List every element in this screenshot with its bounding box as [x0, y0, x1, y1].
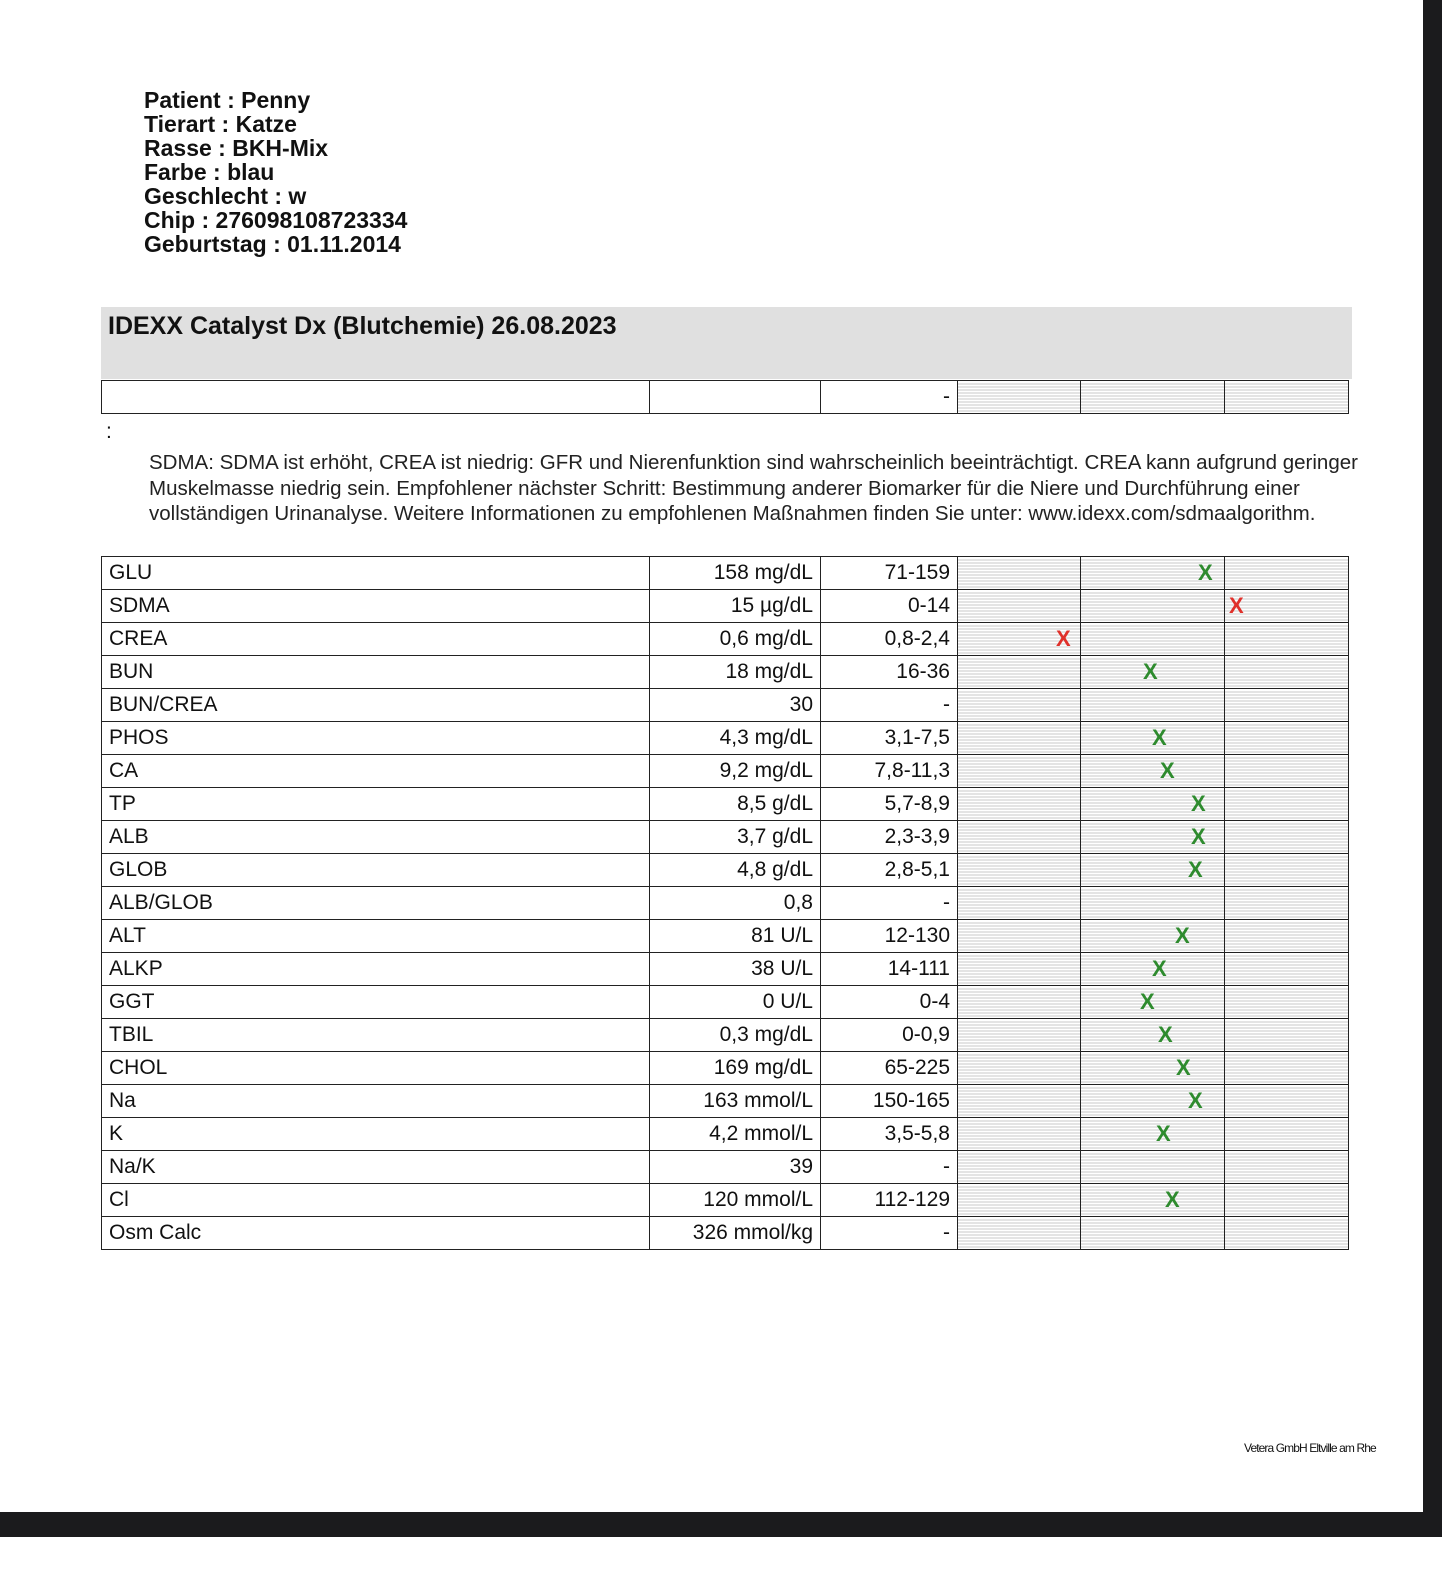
- header-row: [102, 381, 1349, 414]
- result-marker-x: X: [1191, 791, 1206, 816]
- range-low-cell: [958, 1151, 1081, 1184]
- result-name: Cl: [102, 1184, 650, 1217]
- result-reference-range: 5,7-8,9: [821, 788, 958, 821]
- result-row: [102, 788, 1349, 821]
- range-normal-cell: [1081, 1019, 1225, 1052]
- result-marker-x: X: [1175, 923, 1190, 948]
- range-high-cell: [1225, 1052, 1349, 1085]
- result-reference-range: 0-14: [821, 590, 958, 623]
- result-value: 158 mg/dL: [650, 557, 821, 590]
- range-high-cell: [1225, 887, 1349, 920]
- footer-brand: Vetera GmbH Eltville am Rhe: [1244, 1441, 1376, 1455]
- range-normal-cell: [1081, 656, 1225, 689]
- result-row: [102, 623, 1349, 656]
- range-low-cell: [958, 755, 1081, 788]
- range-high-cell: [1225, 623, 1349, 656]
- report-title-band: [101, 307, 1352, 379]
- result-value: 169 mg/dL: [650, 1052, 821, 1085]
- range-low-cell: [958, 920, 1081, 953]
- result-row: [102, 590, 1349, 623]
- results-table: [101, 556, 1349, 1250]
- result-name: TBIL: [102, 1019, 650, 1052]
- result-value: 4,3 mg/dL: [650, 722, 821, 755]
- result-name: PHOS: [102, 722, 650, 755]
- result-value: 4,2 mmol/L: [650, 1118, 821, 1151]
- result-marker-x: X: [1158, 1022, 1173, 1047]
- range-high-cell: [1225, 788, 1349, 821]
- result-reference-range: 16-36: [821, 656, 958, 689]
- range-normal-cell: [1081, 689, 1225, 722]
- patient-line: Chip : 276098108723334: [144, 207, 408, 233]
- result-marker-x: X: [1176, 1055, 1191, 1080]
- result-reference-range: 7,8-11,3: [821, 755, 958, 788]
- range-low-cell: [958, 788, 1081, 821]
- result-marker-x: X: [1188, 857, 1203, 882]
- result-name: ALB/GLOB: [102, 887, 650, 920]
- range-high-cell: [1225, 656, 1349, 689]
- range-low-cell: [958, 623, 1081, 656]
- range-normal-cell: [1081, 821, 1225, 854]
- range-low-cell: [958, 1184, 1081, 1217]
- patient-line: Tierart : Katze: [144, 111, 297, 137]
- result-name: ALT: [102, 920, 650, 953]
- result-name: SDMA: [102, 590, 650, 623]
- result-marker-x: X: [1165, 1187, 1180, 1212]
- range-high-cell: [1225, 821, 1349, 854]
- range-high-cell: [1225, 1085, 1349, 1118]
- result-value: 38 U/L: [650, 953, 821, 986]
- range-normal-cell: [1081, 920, 1225, 953]
- result-value: 81 U/L: [650, 920, 821, 953]
- patient-line: Farbe : blau: [144, 159, 275, 185]
- result-reference-range: -: [821, 1151, 958, 1184]
- range-normal-cell: [1081, 557, 1225, 590]
- result-value: 0,8: [650, 887, 821, 920]
- range-high-cell: [1225, 381, 1349, 414]
- range-low-cell: [958, 821, 1081, 854]
- result-marker-x: X: [1156, 1121, 1171, 1146]
- range-normal-cell: [1081, 887, 1225, 920]
- range-normal-cell: [1081, 722, 1225, 755]
- result-marker-x: X: [1152, 956, 1167, 981]
- result-name: ALKP: [102, 953, 650, 986]
- range-normal-cell: [1081, 1118, 1225, 1151]
- range-low-cell: [958, 854, 1081, 887]
- result-name: Na: [102, 1085, 650, 1118]
- result-reference-range: 2,8-5,1: [821, 854, 958, 887]
- result-marker-x: X: [1229, 593, 1244, 618]
- result-value: 163 mmol/L: [650, 1085, 821, 1118]
- range-normal-cell: [1081, 1184, 1225, 1217]
- result-name: CHOL: [102, 1052, 650, 1085]
- result-row: [102, 1085, 1349, 1118]
- range-normal-cell: [1081, 381, 1225, 414]
- report-title: IDEXX Catalyst Dx (Blutchemie) 26.08.2023: [108, 312, 617, 340]
- result-row: [102, 953, 1349, 986]
- result-row: [102, 755, 1349, 788]
- result-row: [102, 1118, 1349, 1151]
- header-ref-cell: -: [821, 381, 958, 414]
- result-reference-range: 0-0,9: [821, 1019, 958, 1052]
- result-marker-x: X: [1191, 824, 1206, 849]
- range-high-cell: [1225, 1151, 1349, 1184]
- range-high-cell: [1225, 1217, 1349, 1250]
- range-normal-cell: [1081, 1217, 1225, 1250]
- viewer-bottom-bar: [0, 1512, 1442, 1537]
- result-name: CA: [102, 755, 650, 788]
- patient-line: Geburtstag : 01.11.2014: [144, 231, 401, 257]
- range-high-cell: [1225, 1118, 1349, 1151]
- range-low-cell: [958, 1085, 1081, 1118]
- range-normal-cell: [1081, 953, 1225, 986]
- result-name: ALB: [102, 821, 650, 854]
- result-name: CREA: [102, 623, 650, 656]
- range-high-cell: [1225, 590, 1349, 623]
- result-row: [102, 1019, 1349, 1052]
- result-reference-range: 0-4: [821, 986, 958, 1019]
- range-normal-cell: [1081, 1052, 1225, 1085]
- result-row: [102, 1052, 1349, 1085]
- result-row: [102, 986, 1349, 1019]
- range-low-cell: [958, 557, 1081, 590]
- range-low-cell: [958, 1052, 1081, 1085]
- range-low-cell: [958, 590, 1081, 623]
- result-marker-x: X: [1188, 1088, 1203, 1113]
- patient-info: [144, 88, 407, 256]
- range-normal-cell: [1081, 755, 1225, 788]
- result-name: K: [102, 1118, 650, 1151]
- range-low-cell: [958, 689, 1081, 722]
- range-high-cell: [1225, 722, 1349, 755]
- result-name: TP: [102, 788, 650, 821]
- result-name: GLU: [102, 557, 650, 590]
- range-normal-cell: [1081, 986, 1225, 1019]
- result-reference-range: 3,5-5,8: [821, 1118, 958, 1151]
- result-reference-range: -: [821, 1217, 958, 1250]
- header-value-cell: [650, 381, 821, 414]
- range-low-cell: [958, 1019, 1081, 1052]
- result-reference-range: 71-159: [821, 557, 958, 590]
- header-table: [101, 380, 1349, 414]
- result-value: 3,7 g/dL: [650, 821, 821, 854]
- range-low-cell: [958, 953, 1081, 986]
- patient-line: Patient : Penny: [144, 87, 311, 113]
- range-low-cell: [958, 986, 1081, 1019]
- result-row: [102, 656, 1349, 689]
- range-low-cell: [958, 656, 1081, 689]
- range-high-cell: [1225, 986, 1349, 1019]
- range-normal-cell: [1081, 1151, 1225, 1184]
- result-reference-range: 150-165: [821, 1085, 958, 1118]
- result-reference-range: 3,1-7,5: [821, 722, 958, 755]
- result-value: 18 mg/dL: [650, 656, 821, 689]
- result-reference-range: 14-111: [821, 953, 958, 986]
- result-value: 0 U/L: [650, 986, 821, 1019]
- result-reference-range: 65-225: [821, 1052, 958, 1085]
- result-reference-range: 12-130: [821, 920, 958, 953]
- range-low-cell: [958, 381, 1081, 414]
- range-normal-cell: [1081, 590, 1225, 623]
- result-marker-x: X: [1143, 659, 1158, 684]
- result-value: 8,5 g/dL: [650, 788, 821, 821]
- range-high-cell: [1225, 755, 1349, 788]
- result-value: 0,6 mg/dL: [650, 623, 821, 656]
- result-marker-x: X: [1160, 758, 1175, 783]
- colon-label: :: [106, 420, 112, 443]
- range-high-cell: [1225, 557, 1349, 590]
- range-high-cell: [1225, 854, 1349, 887]
- result-row: [102, 722, 1349, 755]
- result-value: 0,3 mg/dL: [650, 1019, 821, 1052]
- header-name-cell: [102, 381, 650, 414]
- range-normal-cell: [1081, 1085, 1225, 1118]
- range-low-cell: [958, 1118, 1081, 1151]
- result-reference-range: -: [821, 689, 958, 722]
- result-name: BUN/CREA: [102, 689, 650, 722]
- result-name: GGT: [102, 986, 650, 1019]
- result-value: 9,2 mg/dL: [650, 755, 821, 788]
- result-row: [102, 887, 1349, 920]
- result-reference-range: 2,3-3,9: [821, 821, 958, 854]
- result-row: [102, 689, 1349, 722]
- range-normal-cell: [1081, 854, 1225, 887]
- range-high-cell: [1225, 689, 1349, 722]
- result-name: Na/K: [102, 1151, 650, 1184]
- result-value: 30: [650, 689, 821, 722]
- range-low-cell: [958, 1217, 1081, 1250]
- result-value: 39: [650, 1151, 821, 1184]
- result-name: Osm Calc: [102, 1217, 650, 1250]
- result-marker-x: X: [1198, 560, 1213, 585]
- range-high-cell: [1225, 1019, 1349, 1052]
- result-row: [102, 1184, 1349, 1217]
- patient-line: Rasse : BKH-Mix: [144, 135, 329, 161]
- result-reference-range: -: [821, 887, 958, 920]
- result-value: 15 µg/dL: [650, 590, 821, 623]
- result-row: [102, 557, 1349, 590]
- result-row: [102, 1217, 1349, 1250]
- viewer-bottom-area: [0, 1537, 1442, 1577]
- result-value: 4,8 g/dL: [650, 854, 821, 887]
- result-row: [102, 854, 1349, 887]
- result-reference-range: 0,8-2,4: [821, 623, 958, 656]
- result-reference-range: 112-129: [821, 1184, 958, 1217]
- sdma-comment: SDMA: SDMA ist erhöht, CREA ist niedrig: GFR und Nierenfunktion sind wahrscheinlich beeinträchtigt. CREA kann aufgrund geringer Muskelmasse niedrig sein. Empfohlener nächster Schritt: Bestimmung anderer Biomarker für die Niere und Durchführung einer vollständigen Urinanalyse. Weitere Informationen zu empfohlenen Maßnahmen finden Sie unter: www.idexx.com/sdmaalgorithm.: [149, 451, 1358, 525]
- result-marker-x: X: [1140, 989, 1155, 1014]
- result-name: GLOB: [102, 854, 650, 887]
- result-value: 120 mmol/L: [650, 1184, 821, 1217]
- range-high-cell: [1225, 920, 1349, 953]
- result-row: [102, 821, 1349, 854]
- viewer-right-edge: [1423, 0, 1442, 1512]
- result-value: 326 mmol/kg: [650, 1217, 821, 1250]
- range-high-cell: [1225, 1184, 1349, 1217]
- range-low-cell: [958, 722, 1081, 755]
- result-row: [102, 1151, 1349, 1184]
- range-normal-cell: [1081, 623, 1225, 656]
- range-high-cell: [1225, 953, 1349, 986]
- result-marker-x: X: [1152, 725, 1167, 750]
- result-row: [102, 920, 1349, 953]
- result-marker-x: X: [1056, 626, 1071, 651]
- range-low-cell: [958, 887, 1081, 920]
- result-name: BUN: [102, 656, 650, 689]
- range-normal-cell: [1081, 788, 1225, 821]
- patient-line: Geschlecht : w: [144, 183, 307, 209]
